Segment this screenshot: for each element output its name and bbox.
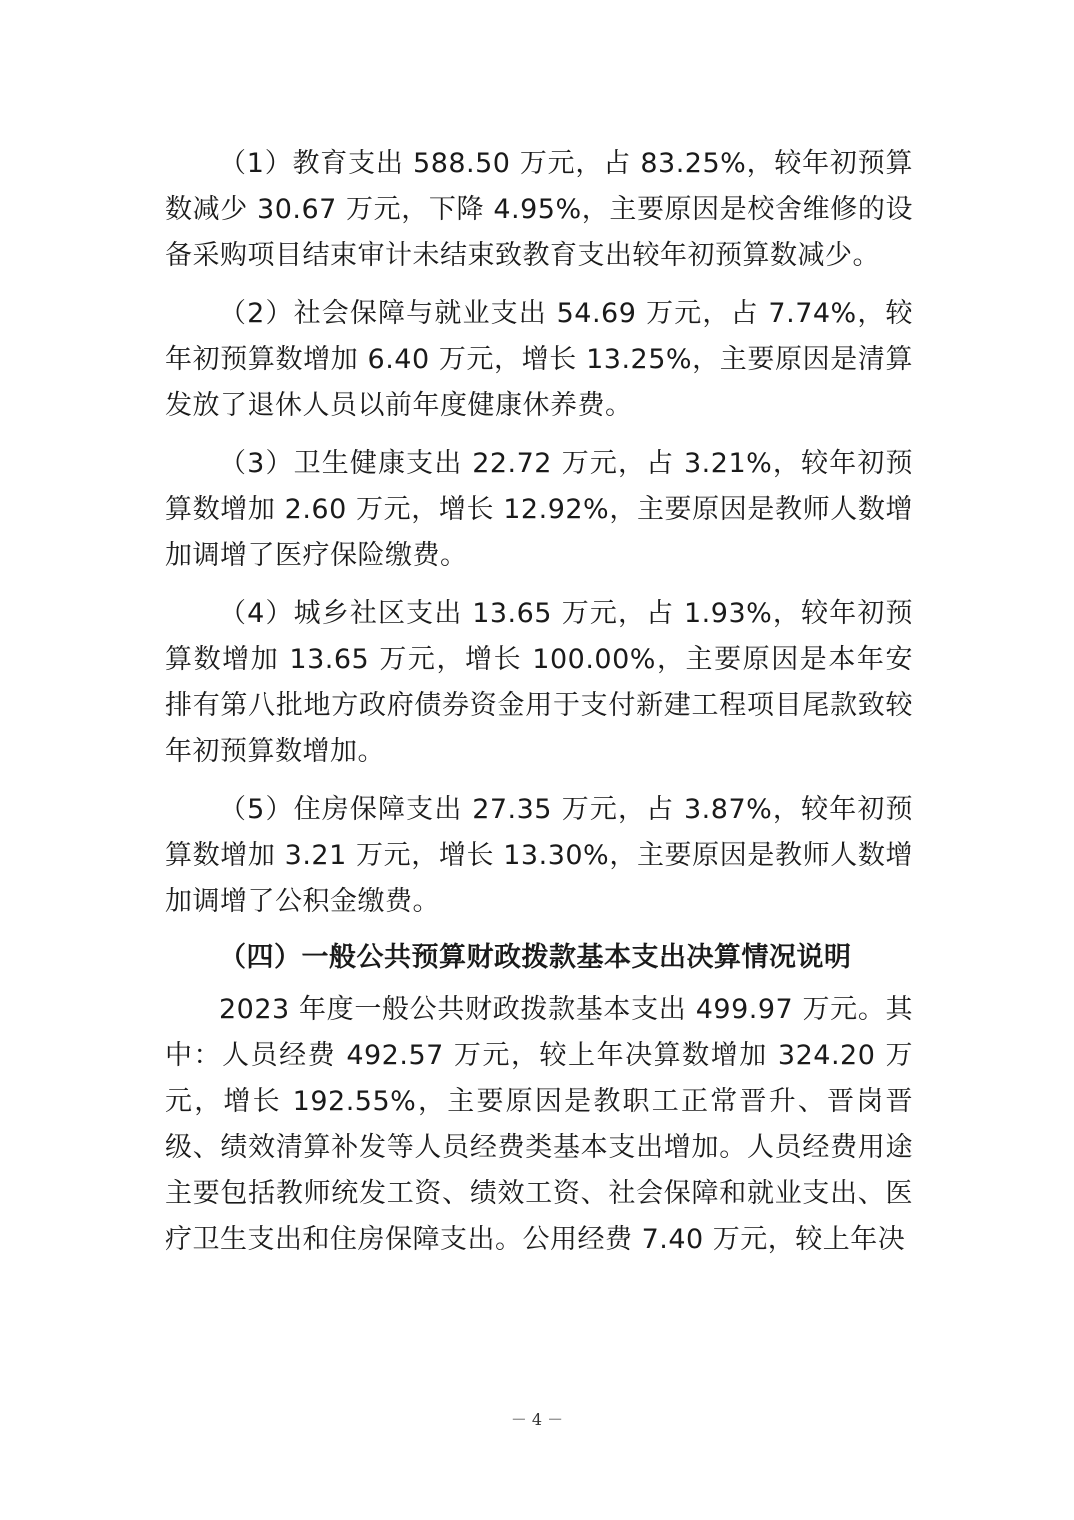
page-content <box>165 141 913 1263</box>
section-heading: （四）一般公共预算财政拨款基本支出决算情况说明 <box>219 942 852 973</box>
paragraph-housing: （5）住房保障支出 27.35 万元，占 3.87%，较年初预算数增加 3.21 万元，增长 13.30%，主要原因是教师人数增加调增了公积金缴费。 <box>165 794 913 917</box>
paragraph-health: （3）卫生健康支出 22.72 万元，占 3.21%，较年初预算数增加 2.60 万元，增长 12.92%，主要原因是教师人数增加调增了医疗保险缴费。 <box>165 448 913 571</box>
page-number: － 4 － <box>510 1410 564 1429</box>
paragraph-social-security: （2）社会保障与就业支出 54.69 万元，占 7.74%，较年初预算数增加 6.40 万元，增长 13.25%，主要原因是清算发放了退休人员以前年度健康休养费。 <box>165 298 913 421</box>
paragraph-urban-rural: （4）城乡社区支出 13.65 万元，占 1.93%，较年初预算数增加 13.65 万元，增长 100.00%，主要原因是本年安排有第八批地方政府债券资金用于支付新建工程项目尾款致较年初预算数增加。 <box>165 598 913 767</box>
paragraph-education: （1）教育支出 588.50 万元，占 83.25%，较年初预算数减少 30.67 万元，下降 4.95%，主要原因是校舍维修的设备采购项目结束审计未结束致教育支出较年初预算数减少。 <box>165 148 913 271</box>
section-body: 2023 年度一般公共财政拨款基本支出 499.97 万元。其中：人员经费 492.57 万元，较上年决算数增加 324.20 万元，增长 192.55%，主要原因是教职工正常晋升、晋岗晋级、绩效清算补发等人员经费类基本支出增加。人员经费用途主要包括教师统发工资、绩效工资、社会保障和就业支出、医疗卫生支出和住房保障支出。公用经费 7.40 万元，较上年决 <box>165 994 913 1255</box>
